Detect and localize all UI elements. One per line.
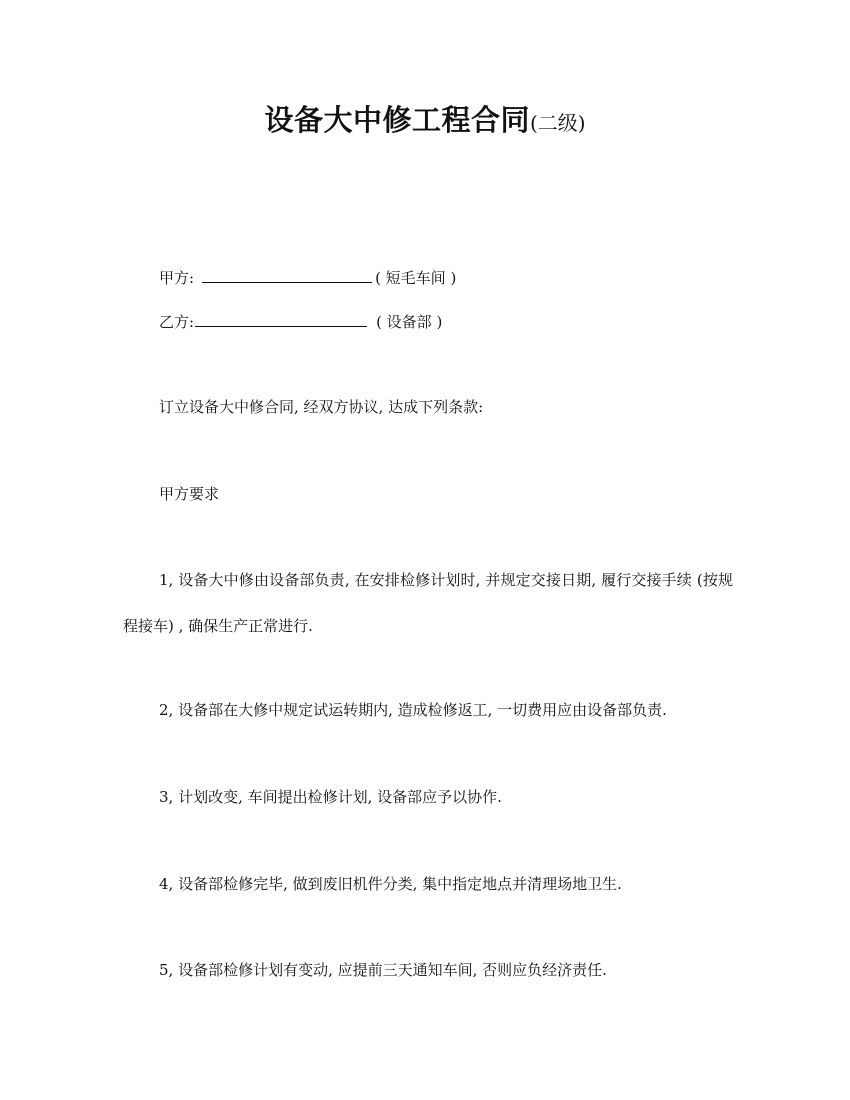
title-level-text: (二级) xyxy=(529,111,586,135)
title-main-text: 设备大中修工程合同 xyxy=(264,103,530,137)
clause-2: 2, 设备部在大修中规定试运转期内, 造成检修返工, 一切费用应由设备部负责. xyxy=(159,701,667,719)
party-b-org: ( 设备部 ) xyxy=(376,313,443,331)
party-b-label: 乙方: xyxy=(159,313,195,331)
section-heading: 甲方要求 xyxy=(159,485,220,503)
clause-1: 1, 设备大中修由设备部负责, 在安排检修计划时, 并规定交接日期, 履行交接手续 (按规程接车) , 确保生产正常进行. xyxy=(123,571,733,635)
clause-5: 5, 设备部检修计划有变动, 应提前三天通知车间, 否则应负经济责任. xyxy=(159,961,607,979)
intro-paragraph: 订立设备大中修合同, 经双方协议, 达成下列条款: xyxy=(159,398,484,416)
party-a-line xyxy=(159,267,456,288)
clause-4: 4, 设备部检修完毕, 做到废旧机件分类, 集中指定地点并清理场地卫生. xyxy=(159,875,622,893)
party-b-line xyxy=(159,311,442,332)
party-b-blank-field xyxy=(195,311,367,327)
document-title xyxy=(0,98,850,139)
party-a-org: ( 短毛车间 ) xyxy=(375,269,457,287)
party-a-blank-field xyxy=(202,267,372,283)
party-a-label: 甲方: xyxy=(159,269,195,287)
clause-3: 3, 计划改变, 车间提出检修计划, 设备部应予以协作. xyxy=(159,788,502,806)
